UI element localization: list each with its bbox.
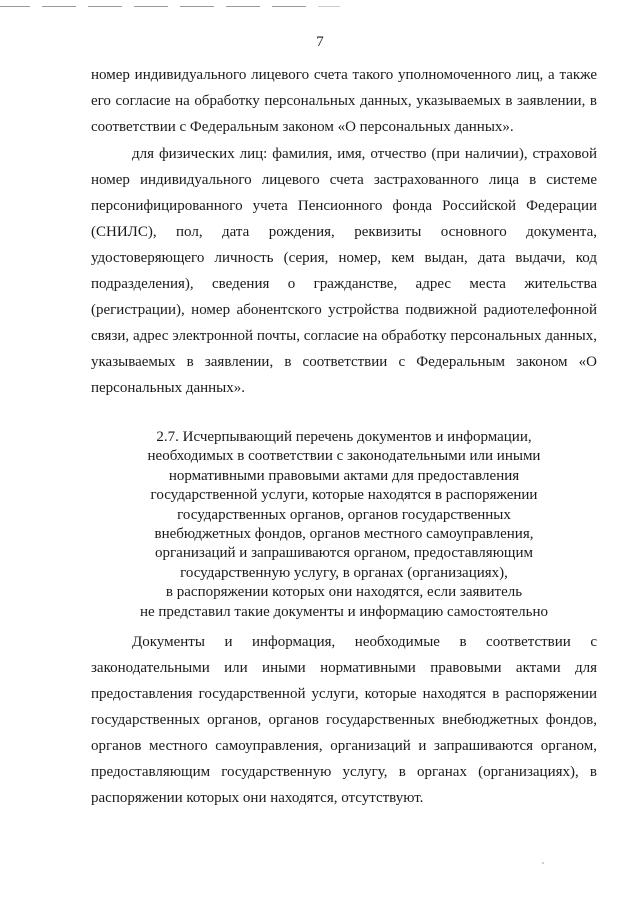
section-heading-line: государственных органов, органов государственных	[177, 506, 511, 523]
top-rule-segment	[0, 6, 30, 7]
paragraph-continuation: номер индивидуального лицевого счета такого уполномоченного лиц, а также его согласие на обработку персональных данных, указываемых в заявлении, в соответствии с Федеральным законом «О персональных данных».	[91, 67, 597, 135]
section-heading-line: государственную услугу, в органах (организациях),	[180, 564, 508, 581]
paragraph-individuals: для физических лиц: фамилия, имя, отчество (при наличии), страховой номер индивидуального лицевого счета застрахованного лица в системе персонифицированного учета Пенсионного фонда Российской Федерации (СНИЛС), пол, дата рождения, реквизиты основного документа, удостоверяющего личность (серия, номер, кем выдан, дата выдачи, код подразделения), сведения о гражданстве, адрес места жительства (регистрации), номер абонентского устройства подвижной радиотелефонной связи, адрес электронной почты, согласие на обработку персональных данных, указываемых в заявлении, в соответствии с Федеральным законом «О персональных данных».	[91, 146, 597, 396]
top-rule-segment	[42, 6, 76, 7]
paragraph-documents: Документы и информация, необходимые в соответствии с законодательными или иными нормативными правовыми актами для предоставления государственной услуги, которые находятся в распоряжении государственных органов, органов государственных внебюджетных фондов, органов местного самоуправления, организаций и запрашиваются органом, предоставляющим государственную услугу, в органах (организациях), в распоряжении которых они находятся, отсутствуют.	[91, 634, 597, 806]
top-rule-segment	[318, 6, 340, 7]
section-heading	[91, 428, 597, 622]
section-heading-line: необходимых в соответствии с законодательными или иными	[147, 448, 541, 465]
top-rule-segment	[180, 6, 214, 7]
top-rule-segment	[226, 6, 260, 7]
section-heading-line: организаций и запрашиваются органом, предоставляющим	[155, 545, 533, 562]
section-heading-line: внебюджетных фондов, органов местного самоуправления,	[154, 526, 534, 543]
section-heading-line: нормативными правовыми актами для предоставления	[168, 467, 520, 484]
scan-speck	[542, 862, 544, 864]
section-heading-line: в распоряжении которых они находятся, если заявитель	[165, 584, 523, 601]
section-heading-line: 2.7. Исчерпывающий перечень документов и информации,	[156, 429, 532, 445]
section-heading-line: не представил такие документы и информацию самостоятельно	[139, 603, 549, 620]
page-number: 7	[316, 34, 324, 50]
section-heading-line: государственной услуги, которые находятся в распоряжении	[150, 487, 538, 504]
top-rule-segment	[272, 6, 306, 7]
top-rule-segment	[134, 6, 168, 7]
top-rule-segment	[88, 6, 122, 7]
